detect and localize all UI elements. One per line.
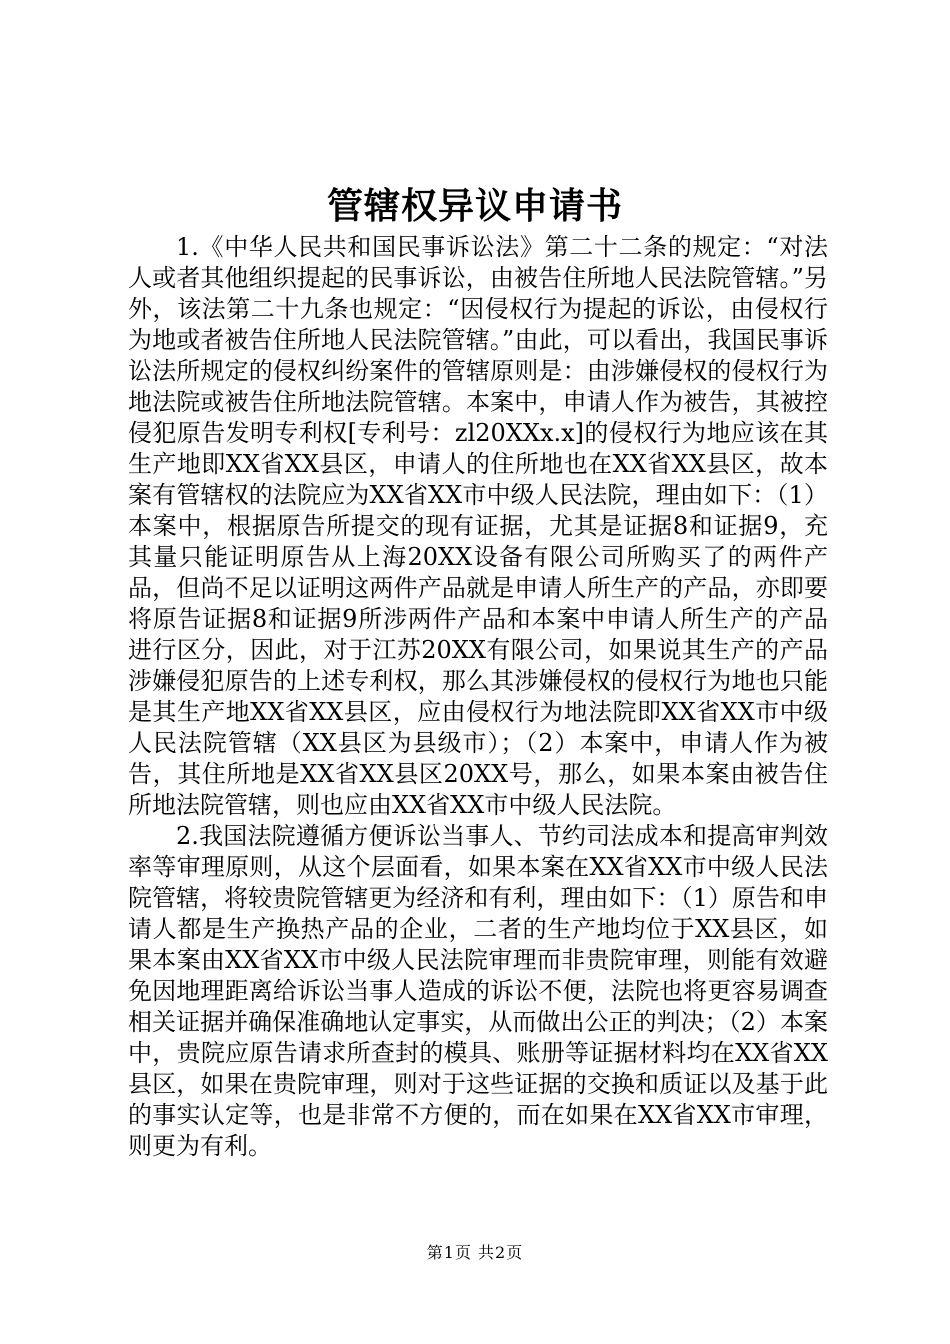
page-number-footer: 第1页 共2页: [426, 1243, 524, 1262]
document-title: 管辖权异议申请书: [326, 185, 623, 227]
document-body: [128, 232, 828, 1162]
paragraph-2: 2.我国法院遵循方便诉讼当事人、节约司法成本和提高审判效率等审理原则，从这个层面看，如果本案在XX省XX市中级人民法院管辖，将较贵院管辖更为经济和有利，理由如下：（1）原告和申请人都是生产换热产品的企业，二者的生产地均位于XX县区，如果本案由XX省XX市中级人民法院审理而非贵院审理，则能有效避免因地理距离给诉讼当事人造成的诉讼不便，法院也将更容易调查相关证据并确保准确地认定事实，从而做出公正的判决；（2）本案中，贵院应原告请求所查封的模具、账册等证据材料均在XX省XX县区，如果在贵院审理，则对于这些证据的交换和质证以及基于此的事实认定等，也是非常不方便的，而在如果在XX省XX市审理，则更为有利。: [128, 822, 828, 1160]
paragraph-1: 1.《中华人民共和国民事诉讼法》第二十二条的规定：“对法人或者其他组织提起的民事诉讼，由被告住所地人民法院管辖。”另外，该法第二十九条也规定：“因侵权行为提起的诉讼，由侵权行为地或者被告住所地人民法院管辖。”由此，可以看出，我国民事诉讼法所规定的侵权纠纷案件的管辖原则是：由涉嫌侵权的侵权行为地法院或被告住所地法院管辖。本案中，申请人作为被告，其被控侵犯原告发明专利权[专利号：zl20XXx.x]的侵权行为地应该在其生产地即XX省XX县区，申请人的住所地也在XX省XX县区，故本案有管辖权的法院应为XX省XX市中级人民法院，理由如下：（1）本案中，根据原告所提交的现有证据，尤其是证据8和证据9，充其量只能证明原告从上海20XX设备有限公司所购买了的两件产品，但尚不足以证明这两件产品就是申请人所生产的产品，亦即要将原告证据8和证据9所涉两件产品和本案中申请人所生产的产品进行区分，因此，对于江苏20XX有限公司，如果说其生产的产品涉嫌侵犯原告的上述专利权，那么其涉嫌侵权的侵权行为地也只能是其生产地XX省XX县区，应由侵权行为地法院即XX省XX市中级人民法院管辖（XX县区为县级市）；（2）本案中，申请人作为被告，其住所地是XX省XX县区20XX号，那么，如果本案由被告住所地法院管辖，则也应由XX省XX市中级人民法院。: [128, 233, 828, 819]
